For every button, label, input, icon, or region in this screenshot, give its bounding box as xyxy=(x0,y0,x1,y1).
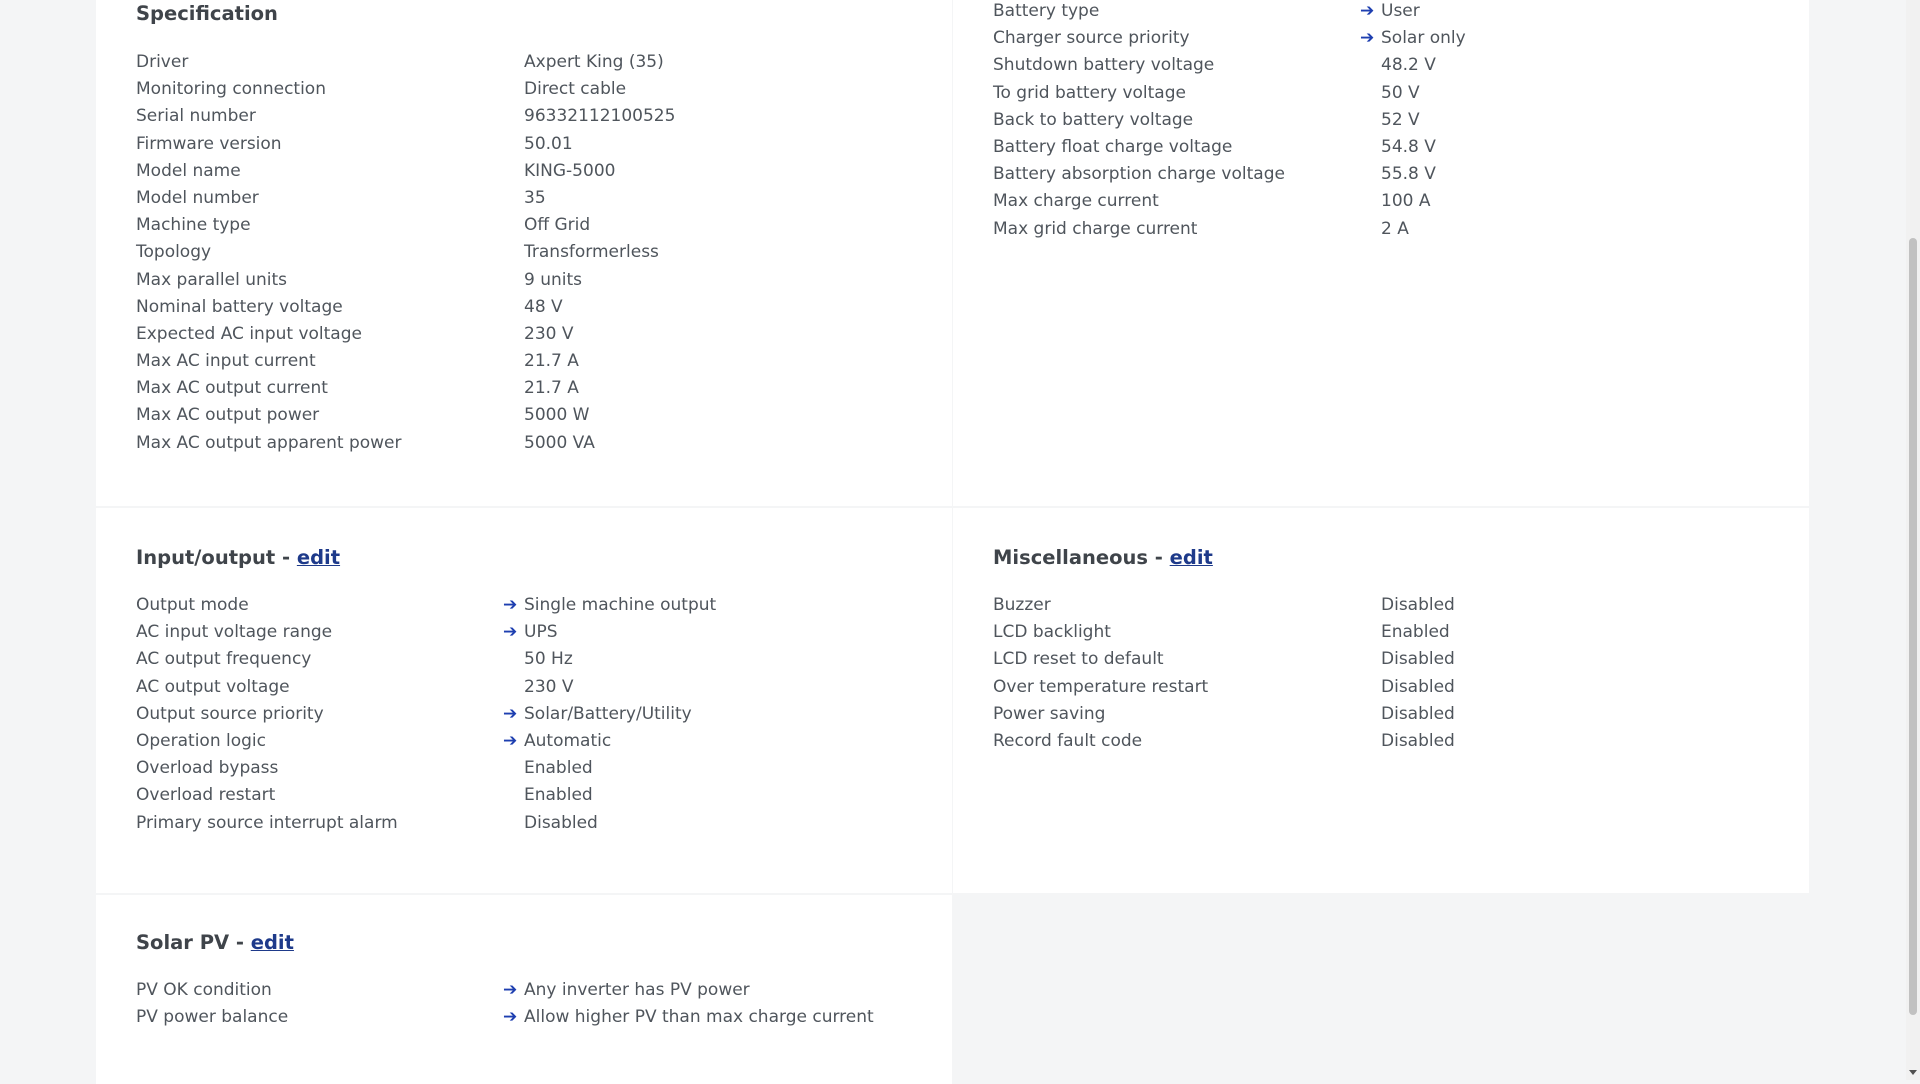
setting-value: Enabled xyxy=(524,758,593,779)
setting-row xyxy=(136,103,932,130)
setting-label: LCD reset to default xyxy=(993,649,1164,670)
setting-row xyxy=(136,158,932,185)
setting-label: Driver xyxy=(136,52,189,72)
setting-value: 230 V xyxy=(524,676,574,697)
setting-value: 5000 VA xyxy=(524,432,595,453)
input-output-title: Input/output - edit xyxy=(136,546,341,569)
setting-label: Back to battery voltage xyxy=(993,109,1194,130)
arrow-placeholder xyxy=(503,103,524,130)
setting-row xyxy=(136,1004,932,1031)
solar-pv-rows xyxy=(136,977,932,1031)
setting-row xyxy=(993,188,1789,215)
specification-rows xyxy=(136,49,932,457)
setting-label: Max AC output apparent power xyxy=(136,432,402,453)
setting-label: Machine type xyxy=(136,215,251,236)
setting-value: 48.2 V xyxy=(1381,55,1436,76)
setting-label: Max AC output current xyxy=(136,378,328,399)
setting-label: Battery absorption charge voltage xyxy=(993,164,1285,185)
setting-label: Serial number xyxy=(136,106,256,127)
arrow-placeholder xyxy=(1360,188,1381,215)
setting-row xyxy=(993,25,1789,52)
arrow-placeholder xyxy=(503,430,524,457)
arrow-right-icon: ➔ xyxy=(503,622,518,643)
setting-label: Overload restart xyxy=(136,785,276,806)
setting-label: PV power balance xyxy=(136,1007,289,1028)
setting-label: Over temperature restart xyxy=(993,676,1209,697)
miscellaneous-edit-link[interactable]: edit xyxy=(1169,546,1213,569)
setting-value: Disabled xyxy=(1381,595,1455,615)
arrow-placeholder xyxy=(1360,216,1381,243)
setting-row xyxy=(136,76,932,103)
setting-value: Enabled xyxy=(524,785,593,806)
setting-value: Disabled xyxy=(524,812,598,833)
arrow-placeholder xyxy=(503,755,524,782)
setting-value: Enabled xyxy=(1381,622,1450,643)
arrow-placeholder xyxy=(503,212,524,239)
setting-row xyxy=(136,321,932,348)
setting-value: 100 A xyxy=(1381,191,1431,212)
setting-label: Topology xyxy=(136,242,212,263)
setting-value: 21.7 A xyxy=(524,378,579,399)
setting-label: Model number xyxy=(136,187,259,208)
setting-row xyxy=(136,239,932,266)
setting-label: Battery type xyxy=(993,1,1100,21)
setting-row xyxy=(993,646,1789,673)
arrow-right-icon: ➔ xyxy=(503,595,518,615)
arrow-right-icon: ➔ xyxy=(503,730,518,751)
setting-row xyxy=(136,646,932,673)
setting-row xyxy=(993,216,1789,243)
setting-value: Disabled xyxy=(1381,730,1455,751)
setting-value: 52 V xyxy=(1381,109,1420,130)
setting-row xyxy=(136,375,932,402)
solar-pv-edit-link[interactable]: edit xyxy=(250,931,294,954)
arrow-placeholder xyxy=(503,782,524,809)
setting-value: 48 V xyxy=(524,296,563,317)
setting-label: Output source priority xyxy=(136,703,324,724)
setting-label: AC input voltage range xyxy=(136,622,333,643)
setting-label: Nominal battery voltage xyxy=(136,296,343,317)
arrow-placeholder xyxy=(503,810,524,837)
setting-label: Model name xyxy=(136,160,241,181)
arrow-right-icon: ➔ xyxy=(503,1007,518,1028)
setting-value: Disabled xyxy=(1381,703,1455,724)
setting-value: 2 A xyxy=(1381,218,1409,239)
arrow-right-icon: ➔ xyxy=(1360,28,1375,49)
setting-row xyxy=(136,674,932,701)
setting-row xyxy=(993,80,1789,107)
setting-row xyxy=(136,294,932,321)
arrow-placeholder xyxy=(503,674,524,701)
arrow-placeholder xyxy=(1360,646,1381,673)
vertical-scrollbar[interactable] xyxy=(1906,0,1920,1080)
setting-value: 55.8 V xyxy=(1381,164,1436,185)
setting-row xyxy=(136,755,932,782)
arrow-placeholder xyxy=(1360,52,1381,79)
arrow-placeholder xyxy=(503,267,524,294)
setting-label: Buzzer xyxy=(993,595,1051,615)
arrow-right-icon: ➔ xyxy=(503,703,518,724)
setting-value: 9 units xyxy=(524,269,583,290)
setting-label: AC output voltage xyxy=(136,676,290,697)
setting-label: Overload bypass xyxy=(136,758,279,779)
arrow-placeholder xyxy=(1360,619,1381,646)
setting-value: 50.01 xyxy=(524,133,573,154)
setting-row xyxy=(136,348,932,375)
setting-value: Disabled xyxy=(1381,676,1455,697)
solar-pv-title: Solar PV - edit xyxy=(136,931,294,954)
arrow-placeholder xyxy=(503,185,524,212)
setting-label: Max AC input current xyxy=(136,351,316,372)
setting-row xyxy=(136,977,932,1004)
empty-area xyxy=(953,895,1809,1084)
setting-value: UPS xyxy=(524,622,558,643)
miscellaneous-rows xyxy=(993,592,1789,755)
setting-value: Direct cable xyxy=(524,79,627,100)
setting-row xyxy=(993,52,1789,79)
arrow-placeholder xyxy=(1360,728,1381,755)
setting-row xyxy=(136,728,932,755)
setting-label: Record fault code xyxy=(993,730,1143,751)
setting-value: Off Grid xyxy=(524,215,591,236)
input-output-panel xyxy=(96,508,952,893)
setting-value: Automatic xyxy=(524,730,612,751)
setting-label: Charger source priority xyxy=(993,28,1190,49)
arrow-placeholder xyxy=(503,321,524,348)
input-output-rows xyxy=(136,592,932,837)
setting-label: PV OK condition xyxy=(136,980,272,1000)
setting-value: 230 V xyxy=(524,323,574,344)
arrow-placeholder xyxy=(503,239,524,266)
battery-rows xyxy=(993,0,1789,243)
setting-value: Allow higher PV than max charge current xyxy=(524,1007,874,1028)
arrow-right-icon: ➔ xyxy=(1360,1,1375,21)
setting-value: 21.7 A xyxy=(524,351,579,372)
solar-pv-panel xyxy=(96,895,952,1084)
setting-value: 35 xyxy=(524,187,546,208)
setting-row xyxy=(136,810,932,837)
setting-row xyxy=(993,161,1789,188)
setting-label: Max charge current xyxy=(993,191,1159,212)
arrow-placeholder xyxy=(503,375,524,402)
setting-row xyxy=(136,185,932,212)
arrow-placeholder xyxy=(1360,134,1381,161)
arrow-placeholder xyxy=(1360,161,1381,188)
miscellaneous-title: Miscellaneous - edit xyxy=(993,546,1213,569)
specification-panel xyxy=(96,0,952,506)
setting-value: Single machine output xyxy=(524,595,717,615)
arrow-placeholder xyxy=(503,158,524,185)
setting-row xyxy=(993,619,1789,646)
scroll-down-arrow-icon[interactable] xyxy=(1906,1064,1920,1080)
setting-row xyxy=(136,592,932,619)
setting-row xyxy=(136,49,932,76)
setting-row xyxy=(993,592,1789,619)
setting-value: User xyxy=(1381,1,1420,21)
setting-label: LCD backlight xyxy=(993,622,1111,643)
setting-value: Any inverter has PV power xyxy=(524,980,750,1000)
setting-row xyxy=(136,212,932,239)
miscellaneous-panel xyxy=(953,508,1809,893)
setting-label: Max grid charge current xyxy=(993,218,1198,239)
setting-value: 50 Hz xyxy=(524,649,573,670)
setting-value: Transformerless xyxy=(524,242,659,263)
specification-title: Specification xyxy=(136,2,278,25)
setting-label: Expected AC input voltage xyxy=(136,323,362,344)
setting-label: Monitoring connection xyxy=(136,79,326,100)
arrow-placeholder xyxy=(503,294,524,321)
setting-row xyxy=(136,782,932,809)
arrow-placeholder xyxy=(503,348,524,375)
setting-value: Solar/Battery/Utility xyxy=(524,703,692,724)
setting-row xyxy=(993,728,1789,755)
arrow-placeholder xyxy=(503,76,524,103)
setting-value: KING-5000 xyxy=(524,160,616,181)
setting-label: Max AC output power xyxy=(136,405,320,426)
arrow-placeholder xyxy=(503,131,524,158)
arrow-placeholder xyxy=(503,646,524,673)
setting-value: 5000 W xyxy=(524,405,590,426)
setting-row xyxy=(136,619,932,646)
battery-panel xyxy=(953,0,1809,506)
setting-value: 50 V xyxy=(1381,82,1420,103)
input-output-edit-link[interactable]: edit xyxy=(296,546,341,569)
setting-label: Primary source interrupt alarm xyxy=(136,812,398,833)
setting-label: Output mode xyxy=(136,595,249,615)
setting-label: Max parallel units xyxy=(136,269,287,290)
arrow-placeholder xyxy=(503,402,524,429)
setting-label: AC output frequency xyxy=(136,649,312,670)
setting-label: Power saving xyxy=(993,703,1106,724)
settings-grid xyxy=(96,0,1808,1084)
setting-row xyxy=(993,134,1789,161)
arrow-placeholder xyxy=(1360,592,1381,619)
arrow-placeholder xyxy=(1360,80,1381,107)
arrow-placeholder xyxy=(1360,674,1381,701)
setting-row xyxy=(136,430,932,457)
setting-value: Solar only xyxy=(1381,28,1466,49)
setting-row xyxy=(136,701,932,728)
setting-row xyxy=(993,107,1789,134)
setting-row xyxy=(136,131,932,158)
setting-value: 54.8 V xyxy=(1381,136,1436,157)
setting-value: Disabled xyxy=(1381,649,1455,670)
setting-label: Operation logic xyxy=(136,730,266,751)
page xyxy=(96,0,1808,1080)
setting-row xyxy=(136,402,932,429)
setting-row xyxy=(993,674,1789,701)
arrow-placeholder xyxy=(1360,701,1381,728)
setting-row xyxy=(136,267,932,294)
arrow-right-icon: ➔ xyxy=(503,980,518,1000)
setting-value: Axpert King (35) xyxy=(524,52,664,72)
setting-value: 96332112100525 xyxy=(524,106,676,127)
scrollbar-thumb[interactable] xyxy=(1909,238,1917,1015)
arrow-placeholder xyxy=(1360,107,1381,134)
setting-label: To grid battery voltage xyxy=(993,82,1186,103)
setting-label: Firmware version xyxy=(136,133,282,154)
setting-label: Shutdown battery voltage xyxy=(993,55,1215,76)
setting-row xyxy=(993,701,1789,728)
setting-row xyxy=(993,0,1789,25)
setting-label: Battery float charge voltage xyxy=(993,136,1233,157)
arrow-placeholder xyxy=(503,49,524,76)
